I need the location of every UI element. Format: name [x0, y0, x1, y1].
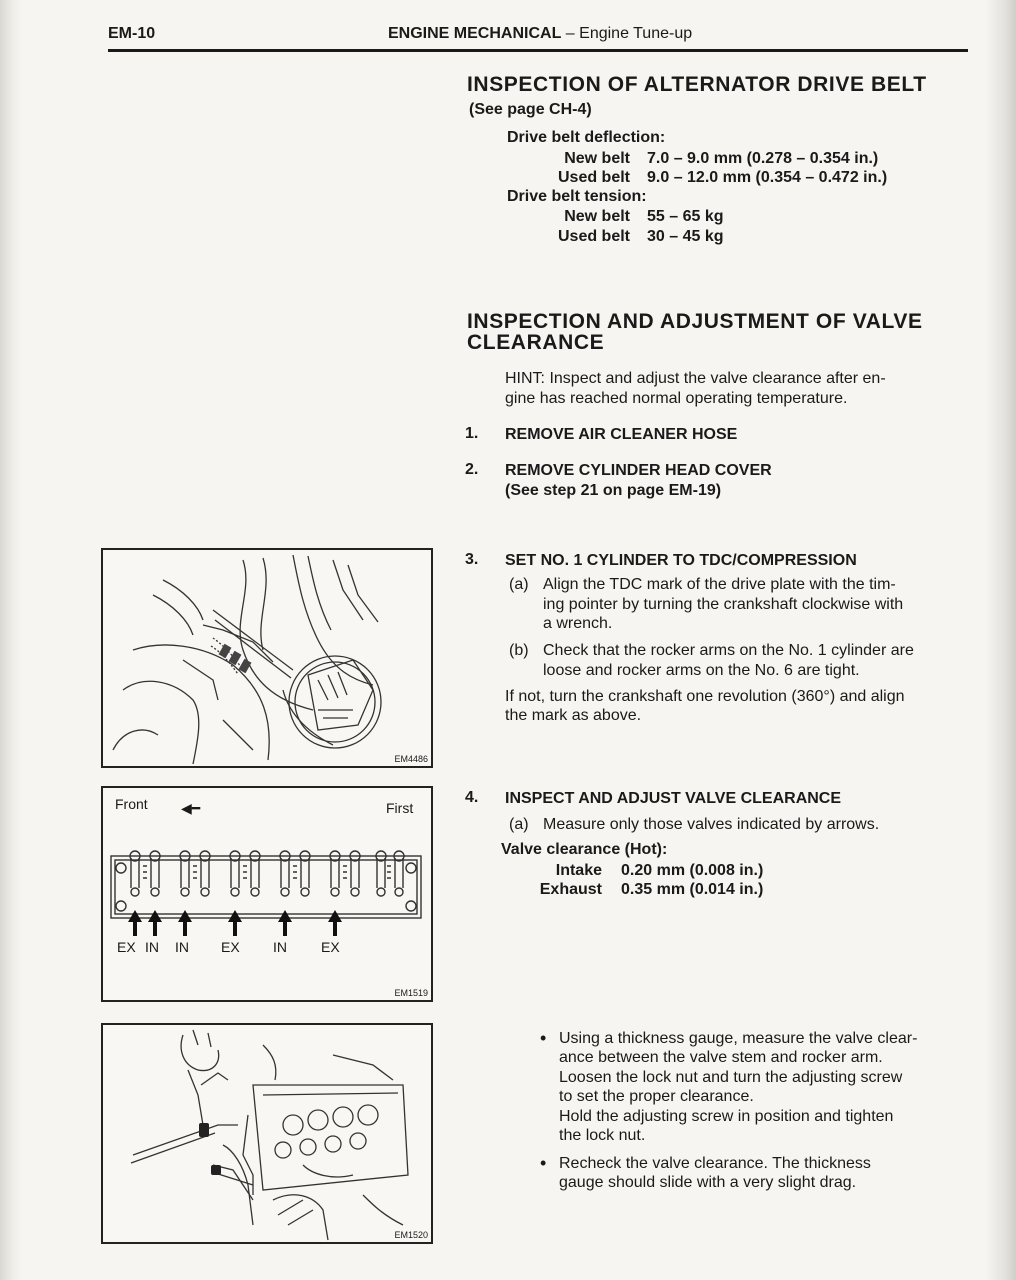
header-rule: [108, 49, 968, 52]
page-binding-shadow: [0, 0, 22, 1280]
fig2-label-in1: IN: [145, 939, 159, 955]
fig2-label-in3: IN: [273, 939, 287, 955]
step3b-label: (b): [509, 642, 529, 659]
bullet1-line1: Using a thickness gauge, measure the valve clear-: [559, 1030, 918, 1047]
step3b-line1: Check that the rocker arms on the No. 1 cylinder are: [543, 642, 914, 659]
bullet1-line3: Loosen the lock nut and turn the adjusting screw: [559, 1069, 903, 1086]
section-title: ENGINE MECHANICAL: [388, 25, 562, 42]
step3-number: 3.: [465, 551, 479, 568]
page-code: EM-10: [108, 25, 156, 42]
step3a-line3: a wrench.: [543, 615, 613, 632]
step2-text: REMOVE CYLINDER HEAD COVER: [505, 462, 772, 479]
fig2-label-in2: IN: [175, 939, 189, 955]
clearance-intake-value: 0.20 mm (0.008 in.): [621, 862, 764, 879]
bullet1-line6: the lock nut.: [559, 1127, 646, 1144]
fig2-front-label: Front: [115, 796, 148, 812]
deflection-used-label: Used belt: [557, 169, 630, 186]
figure1-code: EM4486: [394, 754, 428, 764]
hint-line2: gine has reached normal operating temperature.: [505, 390, 848, 407]
deflection-new-value: 7.0 – 9.0 mm (0.278 – 0.354 in.): [647, 150, 879, 167]
bullet1-line4: to set the proper clearance.: [559, 1088, 754, 1105]
step3-text: SET NO. 1 CYLINDER TO TDC/COMPRESSION: [505, 552, 857, 569]
clearance-exhaust-label: Exhaust: [539, 881, 602, 898]
deflection-used-value: 9.0 – 12.0 mm (0.354 – 0.472 in.): [647, 169, 888, 186]
step4a-label: (a): [509, 816, 529, 833]
bullet2-line1: Recheck the valve clearance. The thickness: [559, 1155, 871, 1172]
fig2-label-ex3: EX: [321, 939, 340, 955]
alternator-title: INSPECTION OF ALTERNATOR DRIVE BELT: [467, 73, 927, 96]
step3a-label: (a): [509, 576, 529, 593]
subsection-title: Engine Tune-up: [579, 25, 693, 42]
clearance-exhaust-value: 0.35 mm (0.014 in.): [621, 881, 764, 898]
fig2-label-ex2: EX: [221, 939, 240, 955]
step2-ref: (See step 21 on page EM-19): [505, 482, 722, 499]
section-header: ENGINE MECHANICAL – Engine Tune-up: [388, 25, 693, 42]
deflection-heading: Drive belt deflection:: [507, 129, 666, 146]
tdc-illustration: [103, 550, 431, 766]
step3-note-line2: the mark as above.: [505, 707, 642, 724]
bullet1-line2: ance between the valve stem and rocker arm.: [559, 1049, 883, 1066]
tension-new-label: New belt: [564, 208, 630, 225]
figure2-code: EM1519: [394, 988, 428, 998]
fig2-first-label: First: [386, 800, 414, 816]
step3-note-line1: If not, turn the crankshaft one revolution (360°) and align: [505, 688, 905, 705]
alternator-see-page: (See page CH-4): [469, 101, 592, 118]
figure-valve-arrows: [101, 786, 433, 1002]
deflection-new-label: New belt: [564, 150, 630, 167]
tension-used-label: Used belt: [557, 228, 630, 245]
bullet1-line5: Hold the adjusting screw in position and tighten: [559, 1108, 894, 1125]
valve-title-line1: INSPECTION AND ADJUSTMENT OF VALVE: [467, 310, 923, 333]
step4a-text: Measure only those valves indicated by arrows.: [543, 816, 880, 833]
bullet2-dot: •: [540, 1153, 547, 1173]
clearance-heading: Valve clearance (Hot):: [501, 841, 668, 858]
tension-used-value: 30 – 45 kg: [647, 228, 724, 245]
gauge-illustration: [103, 1025, 431, 1242]
step3a-line1: Align the TDC mark of the drive plate with the tim-: [543, 576, 896, 593]
bullet2-line2: gauge should slide with a very slight drag.: [559, 1174, 857, 1191]
step2-number: 2.: [465, 461, 479, 478]
figure-thickness-gauge: [101, 1023, 433, 1244]
step3a-line2: ing pointer by turning the crankshaft clockwise with: [543, 596, 904, 613]
bullet1-dot: •: [540, 1028, 547, 1048]
front-arrow-icon: ◀━: [181, 800, 201, 816]
step4-number: 4.: [465, 789, 479, 806]
valve-title-line2: CLEARANCE: [467, 331, 605, 354]
cylinder-head-illustration: [109, 826, 425, 946]
hint-line1: HINT: Inspect and adjust the valve clearance after en-: [505, 370, 886, 387]
tension-heading: Drive belt tension:: [507, 188, 647, 205]
figure-tdc-mark: [101, 548, 433, 768]
fig2-label-ex1: EX: [117, 939, 136, 955]
step3b-line2: loose and rocker arms on the No. 6 are tight.: [543, 662, 860, 679]
tension-new-value: 55 – 65 kg: [647, 208, 724, 225]
step1-text: REMOVE AIR CLEANER HOSE: [505, 426, 738, 443]
step4-text: INSPECT AND ADJUST VALVE CLEARANCE: [505, 790, 842, 807]
step1-number: 1.: [465, 425, 479, 442]
clearance-intake-label: Intake: [555, 862, 602, 879]
page-edge-shadow: [986, 0, 1016, 1280]
figure3-code: EM1520: [394, 1230, 428, 1240]
